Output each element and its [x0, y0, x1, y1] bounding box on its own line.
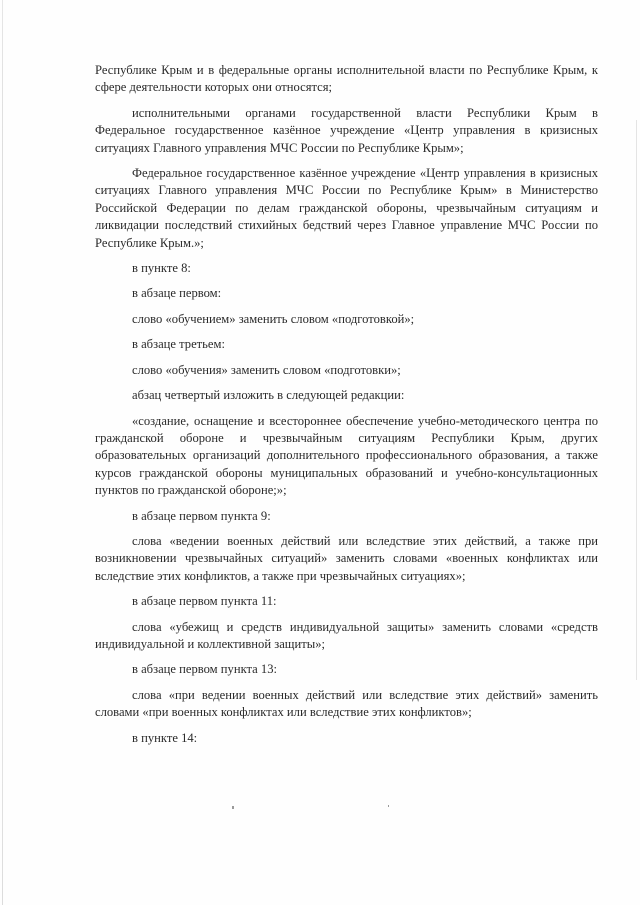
paragraph-12: слова «ведении военных действий или вследствие этих действий, а также при возникновении чрезвычайных ситуаций» заменить словами «военных конфликтах или вследствие этих конфликтов, а также при чрезвычайных ситуациях»;	[95, 533, 598, 583]
paragraph-1: Республике Крым и в федеральные органы исполнительной власти по Республике Крым, к сфере деятельности которых они относятся;	[95, 63, 598, 95]
paragraph-3: Федеральное государственное казённое учреждение «Центр управления в кризисных ситуациях Главного управления МЧС России по Республике Крым» в Министерство Российской Федерации по делам гражданской обороны, чрезвычайным ситуациям и ликвидации последствий стихийных бедствий через Главное управление МЧС России по Республике Крым.»;	[95, 166, 598, 250]
paragraph-13: в абзаце первом пункта 11:	[132, 594, 277, 609]
paragraph-9: абзац четвертый изложить в следующей редакции:	[132, 388, 405, 403]
paragraph-8: слово «обучения» заменить словом «подготовки»;	[132, 362, 401, 377]
paragraph-15: в абзаце первом пункта 13:	[132, 662, 278, 677]
scan-speck	[232, 806, 234, 809]
paragraph-6: слово «обучением» заменить словом «подготовкой»;	[132, 311, 415, 326]
scan-speck	[388, 805, 389, 807]
paragraph-10: «создание, оснащение и всестороннее обеспечение учебно-методического центра по гражданской обороне и чрезвычайным ситуациям Республики Крым, других образовательных организаций дополнительного профессионального образования, а также курсов гражданской обороны муниципальных образований и учебно-консультационных пунктов по гражданской обороне;»;	[95, 413, 598, 498]
paragraph-14: слова «убежищ и средств индивидуальной защиты» заменить словами «средств индивидуальной и коллективной защиты»;	[95, 619, 598, 651]
paragraph-17: в пункте 14:	[132, 730, 198, 745]
scan-edge-left	[2, 0, 3, 905]
paragraph-5: в абзаце первом:	[132, 286, 222, 301]
paragraph-16: слова «при ведении военных действий или вследствие этих действий» заменить словами «при военных конфликтах или вследствие этих конфликтов»;	[95, 687, 598, 720]
paragraph-2: исполнительными органами государственной власти Республики Крым в Федеральное государственное казённое учреждение «Центр управления в кризисных ситуациях Главного управления МЧС России по Республике Крым»;	[95, 105, 598, 155]
paragraph-7: в абзаце третьем:	[132, 337, 225, 352]
scan-edge-right	[636, 120, 637, 680]
paragraph-4: в пункте 8:	[132, 261, 191, 276]
document-body	[95, 62, 598, 747]
paragraph-11: в абзаце первом пункта 9:	[132, 508, 271, 523]
